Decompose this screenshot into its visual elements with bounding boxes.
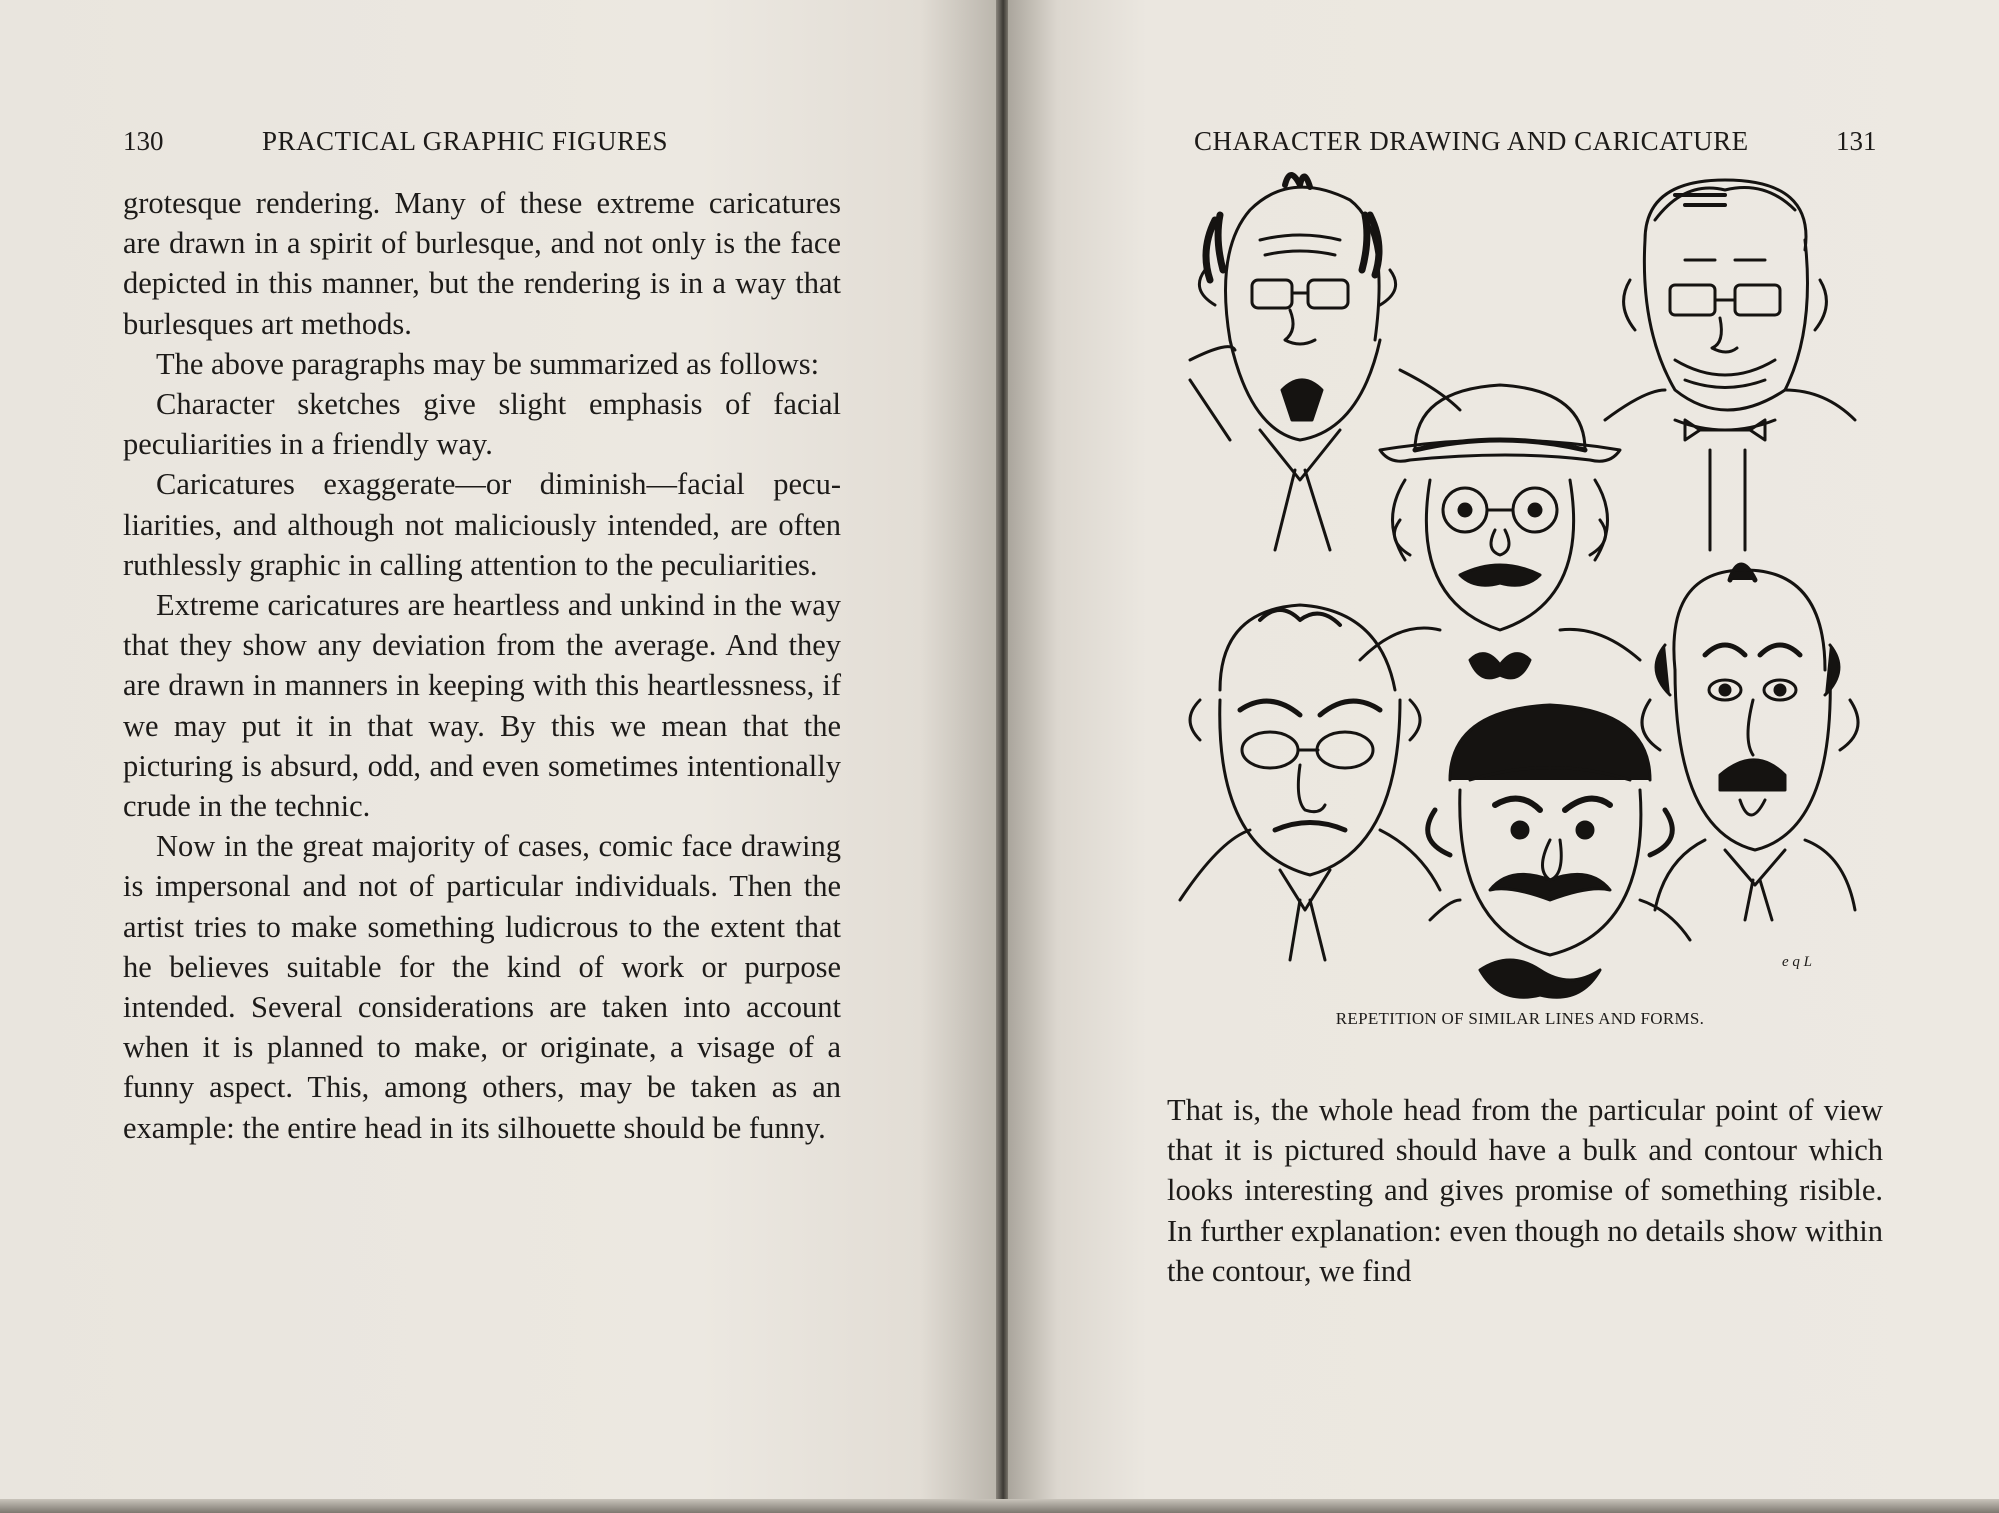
caricature-head-bowler-hat bbox=[1360, 385, 1640, 678]
page-number-left: 130 bbox=[123, 126, 164, 156]
caricature-head-long-face bbox=[1642, 565, 1858, 920]
paragraph: That is, the whole head from the particular point of view that it is pictured should have a bulk and contour which looks interesting and gives promise of something risible. In further explanation: even though no details show within the contour, we find bbox=[1167, 1093, 1883, 1288]
caricature-illustration bbox=[1160, 160, 1890, 1005]
paragraph: grotesque rendering. Many of these extreme caricatures are drawn in a spirit of burlesque, and not only is the face depicted in this manner, but the rendering is in a way that burlesques art methods. bbox=[123, 186, 841, 341]
paragraph: The above paragraphs may be summarized as follows: bbox=[156, 346, 820, 381]
right-body-text bbox=[1167, 1090, 1883, 1291]
artist-signature: e q L bbox=[1782, 954, 1812, 970]
page-number-right: 131 bbox=[1836, 126, 1877, 156]
caricature-head-curled-mustache bbox=[1428, 705, 1690, 997]
page-bottom-edge bbox=[0, 1499, 1999, 1513]
caricature-head-angry-glasses bbox=[1180, 605, 1440, 960]
figure-caption: REPETITION OF SIMILAR LINES AND FORMS. bbox=[1335, 1009, 1705, 1028]
paragraph: Now in the great majority of cases, comic face drawing is impersonal and not of particular individuals. Then the artist tries to make something ludicrous to the extent that he believes suitable for the kind of work or purpose intended. Several considerations are taken into account when it is planned to make, or originate, a visage of a funny aspect. This, among others, may be taken as an example: the entire head in its silhouette should be funny. bbox=[123, 829, 841, 1145]
running-head-left: PRACTICAL GRAPHIC FIGURES bbox=[262, 126, 669, 156]
paragraph: Caricatures exaggerate—or diminish—facial peculiarities, and although not maliciously intended, are often ruthlessly graphic in calling attention to the peculiarities. bbox=[123, 467, 841, 582]
left-body-text bbox=[123, 183, 841, 1148]
running-head-right: CHARACTER DRAWING AND CARICATURE bbox=[1194, 126, 1749, 156]
paragraph: Character sketches give slight emphasis of facial peculiarities in a friendly way. bbox=[123, 387, 841, 462]
paragraph: Extreme caricatures are heartless and unkind in the way that they show any deviation from the average. And they are drawn in manners in keeping with this heartlessness, if we may put it in that way. By this we mean that the picturing is absurd, odd, and even sometimes intentionally crude in the technic. bbox=[123, 588, 841, 824]
caricature-head-bald-glasses bbox=[1190, 175, 1460, 550]
caricature-head-bowtie-glasses bbox=[1605, 180, 1855, 550]
